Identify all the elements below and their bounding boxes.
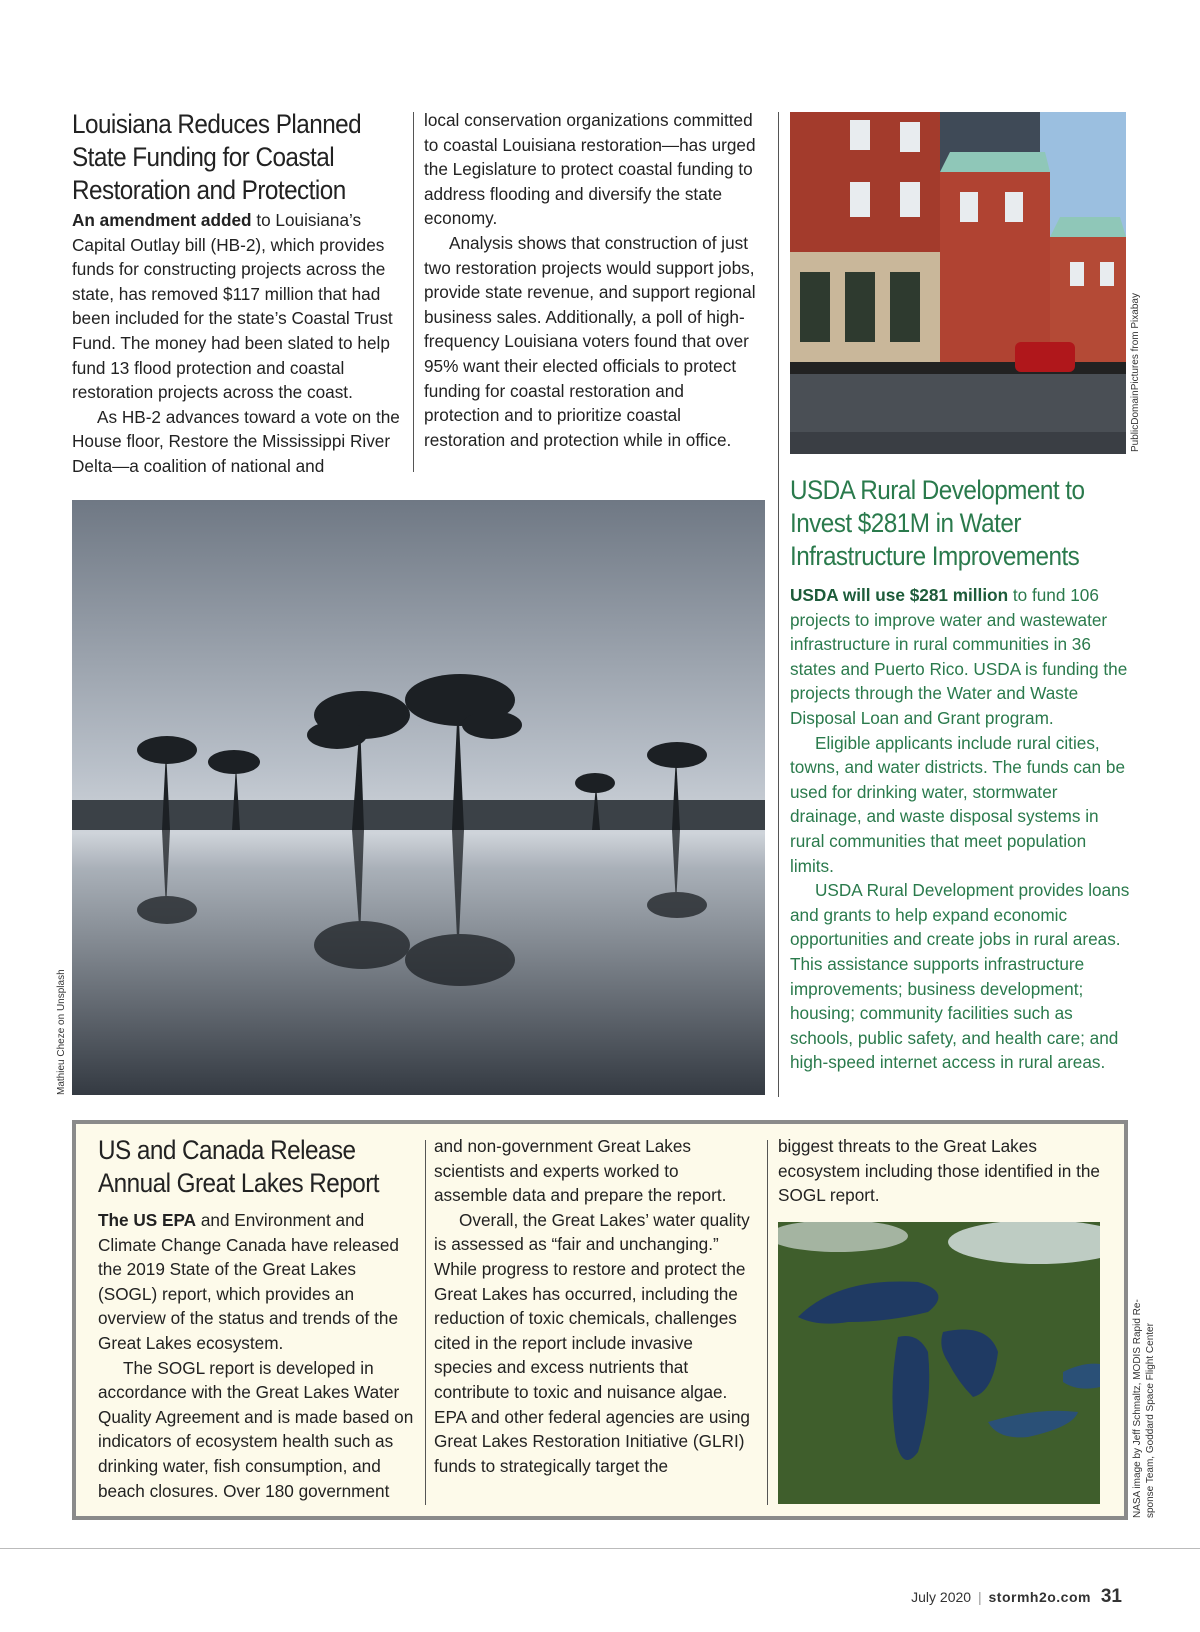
para-great-lakes-3: and non-government Great Lakes scientists and experts worked to assemble data and prepare the report. [434, 1136, 727, 1206]
footer-separator: | [977, 1589, 982, 1605]
column-divider [413, 112, 414, 472]
article-great-lakes-col3 [778, 1134, 1108, 1208]
page-footer [911, 1586, 1122, 1608]
para-great-lakes-5: biggest threats to the Great Lakes ecosystem including those identified in the SOGL report. [778, 1136, 1100, 1206]
article-great-lakes-col1 [98, 1208, 416, 1503]
article-louisiana-col2 [424, 108, 758, 452]
para-usda-1: to fund 106 projects to improve water and wastewater infrastructure in rural communities in 36 states and Puerto Rico. USDA is funding the projects through the Water and Waste Disposal Loan and Grant program. [790, 585, 1128, 728]
para-louisiana-2: As HB-2 advances toward a vote on the House floor, Restore the Mississippi River Delta—a coalition of national and [72, 406, 400, 476]
headline-usda: USDA Rural Development to Invest $281M in Water Infrastructure Improvements [790, 475, 1085, 571]
footer-date: July 2020 [911, 1589, 972, 1605]
article-usda [790, 474, 1130, 1075]
great-lakes-sidebar [72, 1120, 1128, 1520]
town-street-photo [790, 112, 1126, 454]
photo-credit-great-lakes-2: sponse Team, Goddard Space Flight Center [1145, 1323, 1156, 1518]
lead-usda: USDA will use $281 million [790, 585, 1009, 605]
article-louisiana-col1 [72, 208, 410, 479]
article-great-lakes [98, 1134, 416, 1503]
swamp-photo [72, 500, 765, 1095]
para-usda-3: USDA Rural Development provides loans and grants to help expand economic opportunities and create jobs in rural areas. This assistance supports infrastructure improvements; business development; housing; community facilities such as schools, public safety, and health care; and high-speed internet access in rural areas. [790, 880, 1130, 1073]
lead-louisiana: An amendment added [72, 210, 252, 230]
column-divider [425, 1140, 426, 1505]
headline-great-lakes: US and Canada Release Annual Great Lakes Report [98, 1135, 379, 1198]
column-divider [767, 1140, 768, 1505]
great-lakes-satellite-photo [778, 1222, 1100, 1504]
para-great-lakes-2: The SOGL report is developed in accordance with the Great Lakes Water Quality Agreement and is made based on indicators of ecosystem health such as drinking water, fish consumption, and beach closures. Over 180 government [98, 1357, 414, 1501]
para-great-lakes-1: and Environment and Climate Change Canada have released the 2019 State of the Great Lakes (SOGL) report, which provides an overview of the status and trends of the Great Lakes ecosystem. [98, 1210, 399, 1353]
para-usda-2: Eligible applicants include rural cities, towns, and water districts. The funds can be used for drinking water, stormwater drainage, and waste disposal systems in rural communities that meet population limits. [790, 732, 1126, 876]
footer-site: stormh2o.com [988, 1589, 1091, 1605]
para-louisiana-4: Analysis shows that construction of just two restoration projects would support jobs, provide state revenue, and support regional business sales. Additionally, a poll of high-frequency Louisiana voters found that over 95% want their elected officials to protect funding for coastal restoration and protection and to prioritize coastal restoration and protection while in office. [424, 232, 756, 450]
article-louisiana [72, 108, 410, 479]
article-usda-body [790, 583, 1130, 1075]
headline-louisiana: Louisiana Reduces Planned State Funding for Coastal Restoration and Protection [72, 109, 362, 205]
photo-credit-town: PublicDomainPictures from Pixabay [1130, 293, 1141, 452]
lead-great-lakes: The US EPA [98, 1210, 197, 1230]
para-great-lakes-4: Overall, the Great Lakes’ water quality is assessed as “fair and unchanging.” While progress to restore and protect the Great Lakes has occurred, including the reduction of toxic chemicals, challenges cited in the report include invasive species and excess nutrients that contribute to toxic and nuisance algae. EPA and other federal agencies are using Great Lakes Restoration Initiative (GLRI) funds to strategically target the [434, 1209, 750, 1476]
article-great-lakes-col2 [434, 1134, 750, 1478]
footer-rule [0, 1548, 1200, 1549]
column-divider [778, 112, 779, 1097]
para-louisiana-3: local conservation organizations committed to coastal Louisiana restoration—has urged the Legislature to protect coastal funding to address flooding and diversify the state economy. [424, 110, 756, 229]
footer-page-number: 31 [1100, 1586, 1122, 1607]
para-louisiana-1: to Louisiana’s Capital Outlay bill (HB-2), which provides funds for constructing projects across the state, has removed $117 million that had been included for the state’s Coastal Trust Fund. The money had been slated to help fund 13 flood protection and coastal restoration projects across the coast. [72, 210, 393, 403]
photo-credit-swamp: Mathieu Cheze on Unsplash [56, 969, 67, 1095]
photo-credit-great-lakes-1: NASA image by Jeff Schmaltz, MODIS Rapid Re- [1132, 1299, 1143, 1518]
